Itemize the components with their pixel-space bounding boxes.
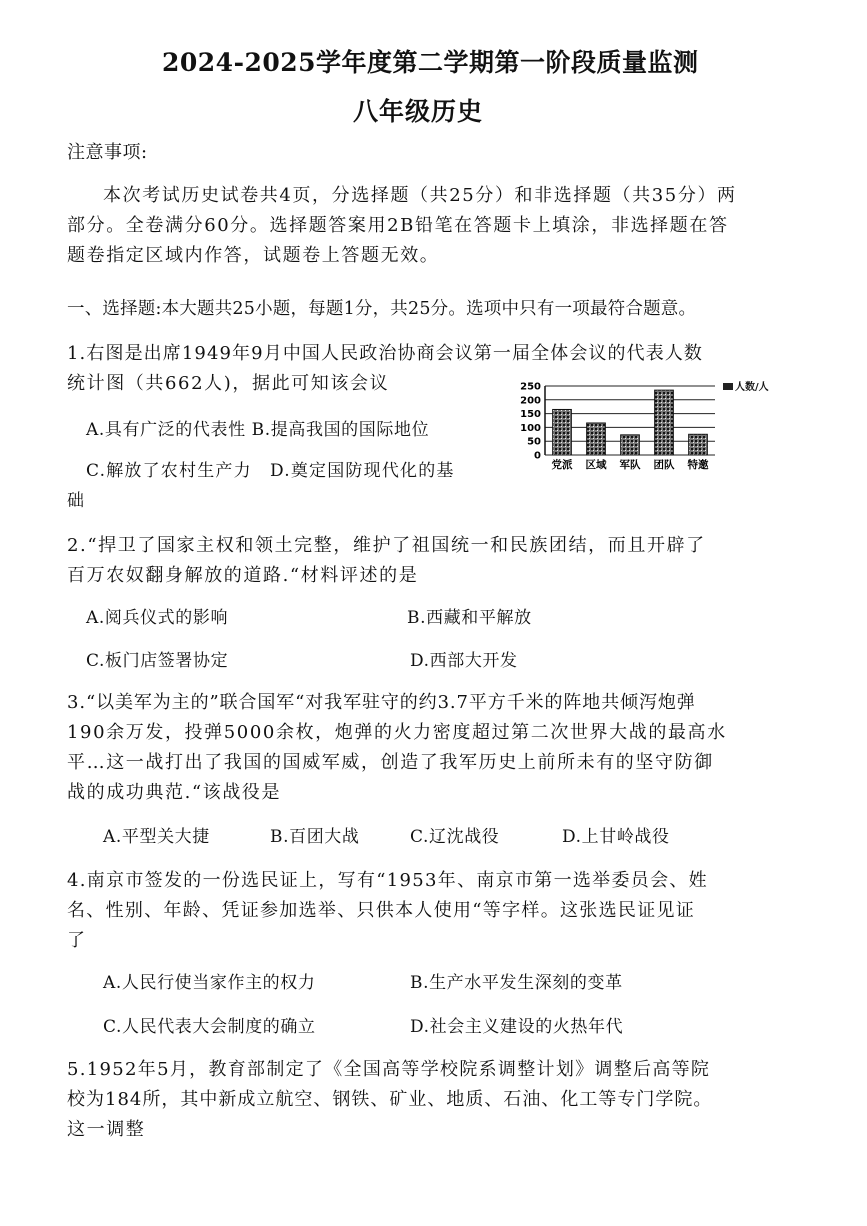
y-tick-label: 250: [520, 381, 541, 393]
question-4-stem: 了: [67, 930, 87, 951]
bar: [587, 423, 606, 455]
question-5-stem: 校为184所，其中新成立航空、钢铁、矿业、地质、石油、化工等专门学院。: [67, 1089, 713, 1110]
question-3-stem: 平…这一战打出了我国的国威军威，创造了我军历史上前所未有的坚守防御: [67, 752, 714, 773]
notice-line: 部分。全卷满分60分。选择题答案用2B铅笔在答题卡上填涂，非选择题在答: [67, 215, 729, 236]
chart-x-labels: [552, 458, 709, 471]
question-1-option[interactable]: A.具有广泛的代表性 B.提高我国的国际地位: [86, 420, 430, 440]
chart-y-ticks: [520, 382, 541, 462]
question-3-stem: 190余万发，投弹5000余枚，炮弹的火力密度超过第二次世界大战的最高水: [67, 722, 727, 743]
bar: [655, 390, 674, 455]
section-heading: 一、选择题:本大题共25小题，每题1分，共25分。选项中只有一项最符合题意。: [67, 299, 697, 319]
question-2-option-d[interactable]: D.西部大开发: [410, 651, 518, 671]
question-5-stem: 这一调整: [67, 1119, 146, 1140]
legend-label: 人数/人: [735, 382, 769, 393]
y-tick-label: 0: [534, 450, 541, 462]
y-tick-label: 150: [520, 409, 541, 421]
question-2-stem: 2.“捍卫了国家主权和领土完整，维护了祖国统一和民族团结，而且开辟了: [67, 535, 706, 556]
bar: [553, 409, 572, 455]
exam-subtitle: 八年级历史: [353, 97, 484, 126]
question-1-stem: 统计图（共662人)，据此可知该会议: [67, 373, 390, 394]
question-2-stem: 百万农奴翻身解放的道路.“材料评述的是: [67, 565, 419, 586]
question-4-option-d[interactable]: D.社会主义建设的火热年代: [410, 1017, 624, 1037]
notice-line: 本次考试历史试卷共4页，分选择题（共25分）和非选择题（共35分）两: [103, 185, 737, 206]
question-4-stem: 4.南京市签发的一份选民证上，写有“1953年、南京市第一选举委员会、姓: [67, 870, 708, 891]
question-3-stem: 3.“以美军为主的”联合国军“对我军驻守的约3.7平方千米的阵地共倾泻炮弹: [67, 692, 696, 713]
exam-title: 2024-2025学年度第二学期第一阶段质量监测: [162, 48, 699, 77]
question-3-option-c[interactable]: C.辽沈战役: [410, 827, 500, 847]
bar: [621, 435, 640, 455]
x-tick-label: 特邀: [687, 459, 709, 471]
notice-heading: 注意事项:: [67, 142, 148, 163]
question-2-option-c[interactable]: C.板门店签署协定: [86, 651, 229, 671]
x-tick-label: 区域: [585, 459, 607, 471]
question-2-option-a[interactable]: A.阅兵仪式的影响: [86, 608, 229, 628]
question-4-stem: 名、性别、年龄、凭证参加选举、只供本人使用“等字样。这张选民证见证: [67, 900, 696, 921]
question-3-option-b[interactable]: B.百团大战: [270, 827, 360, 847]
question-2-option-b[interactable]: B.西藏和平解放: [407, 608, 532, 628]
question-4-option-a[interactable]: A.人民行使当家作主的权力: [103, 973, 316, 993]
y-tick-label: 50: [527, 436, 541, 448]
y-tick-label: 200: [520, 395, 541, 407]
x-tick-label: 团队: [653, 459, 675, 471]
bar: [689, 434, 708, 455]
question-4-option-b[interactable]: B.生产水平发生深刻的变革: [410, 973, 623, 993]
question-3-option-a[interactable]: A.平型关大捷: [103, 827, 210, 847]
question-5-stem: 5.1952年5月，教育部制定了《全国高等学校院系调整计划》调整后高等院: [67, 1059, 711, 1080]
question-1-option[interactable]: C.解放了农村生产力 D.奠定国防现代化的基: [86, 461, 455, 481]
notice-line: 题卷指定区域内作答，试题卷上答题无效。: [67, 245, 440, 266]
question-4-option-c[interactable]: C.人民代表大会制度的确立: [103, 1017, 316, 1037]
question-3-stem: 战的成功典范.“该战役是: [67, 782, 282, 803]
x-tick-label: 军队: [619, 459, 641, 471]
y-tick-label: 100: [520, 422, 541, 434]
question-1-stem: 1.右图是出席1949年9月中国人民政治协商会议第一届全体会议的代表人数: [67, 343, 704, 364]
legend-swatch: [723, 383, 733, 390]
delegates-bar-chart: [515, 380, 780, 475]
question-1-option[interactable]: 础: [67, 491, 85, 511]
question-3-option-d[interactable]: D.上甘岭战役: [562, 827, 670, 847]
x-tick-label: 党派: [551, 459, 573, 471]
